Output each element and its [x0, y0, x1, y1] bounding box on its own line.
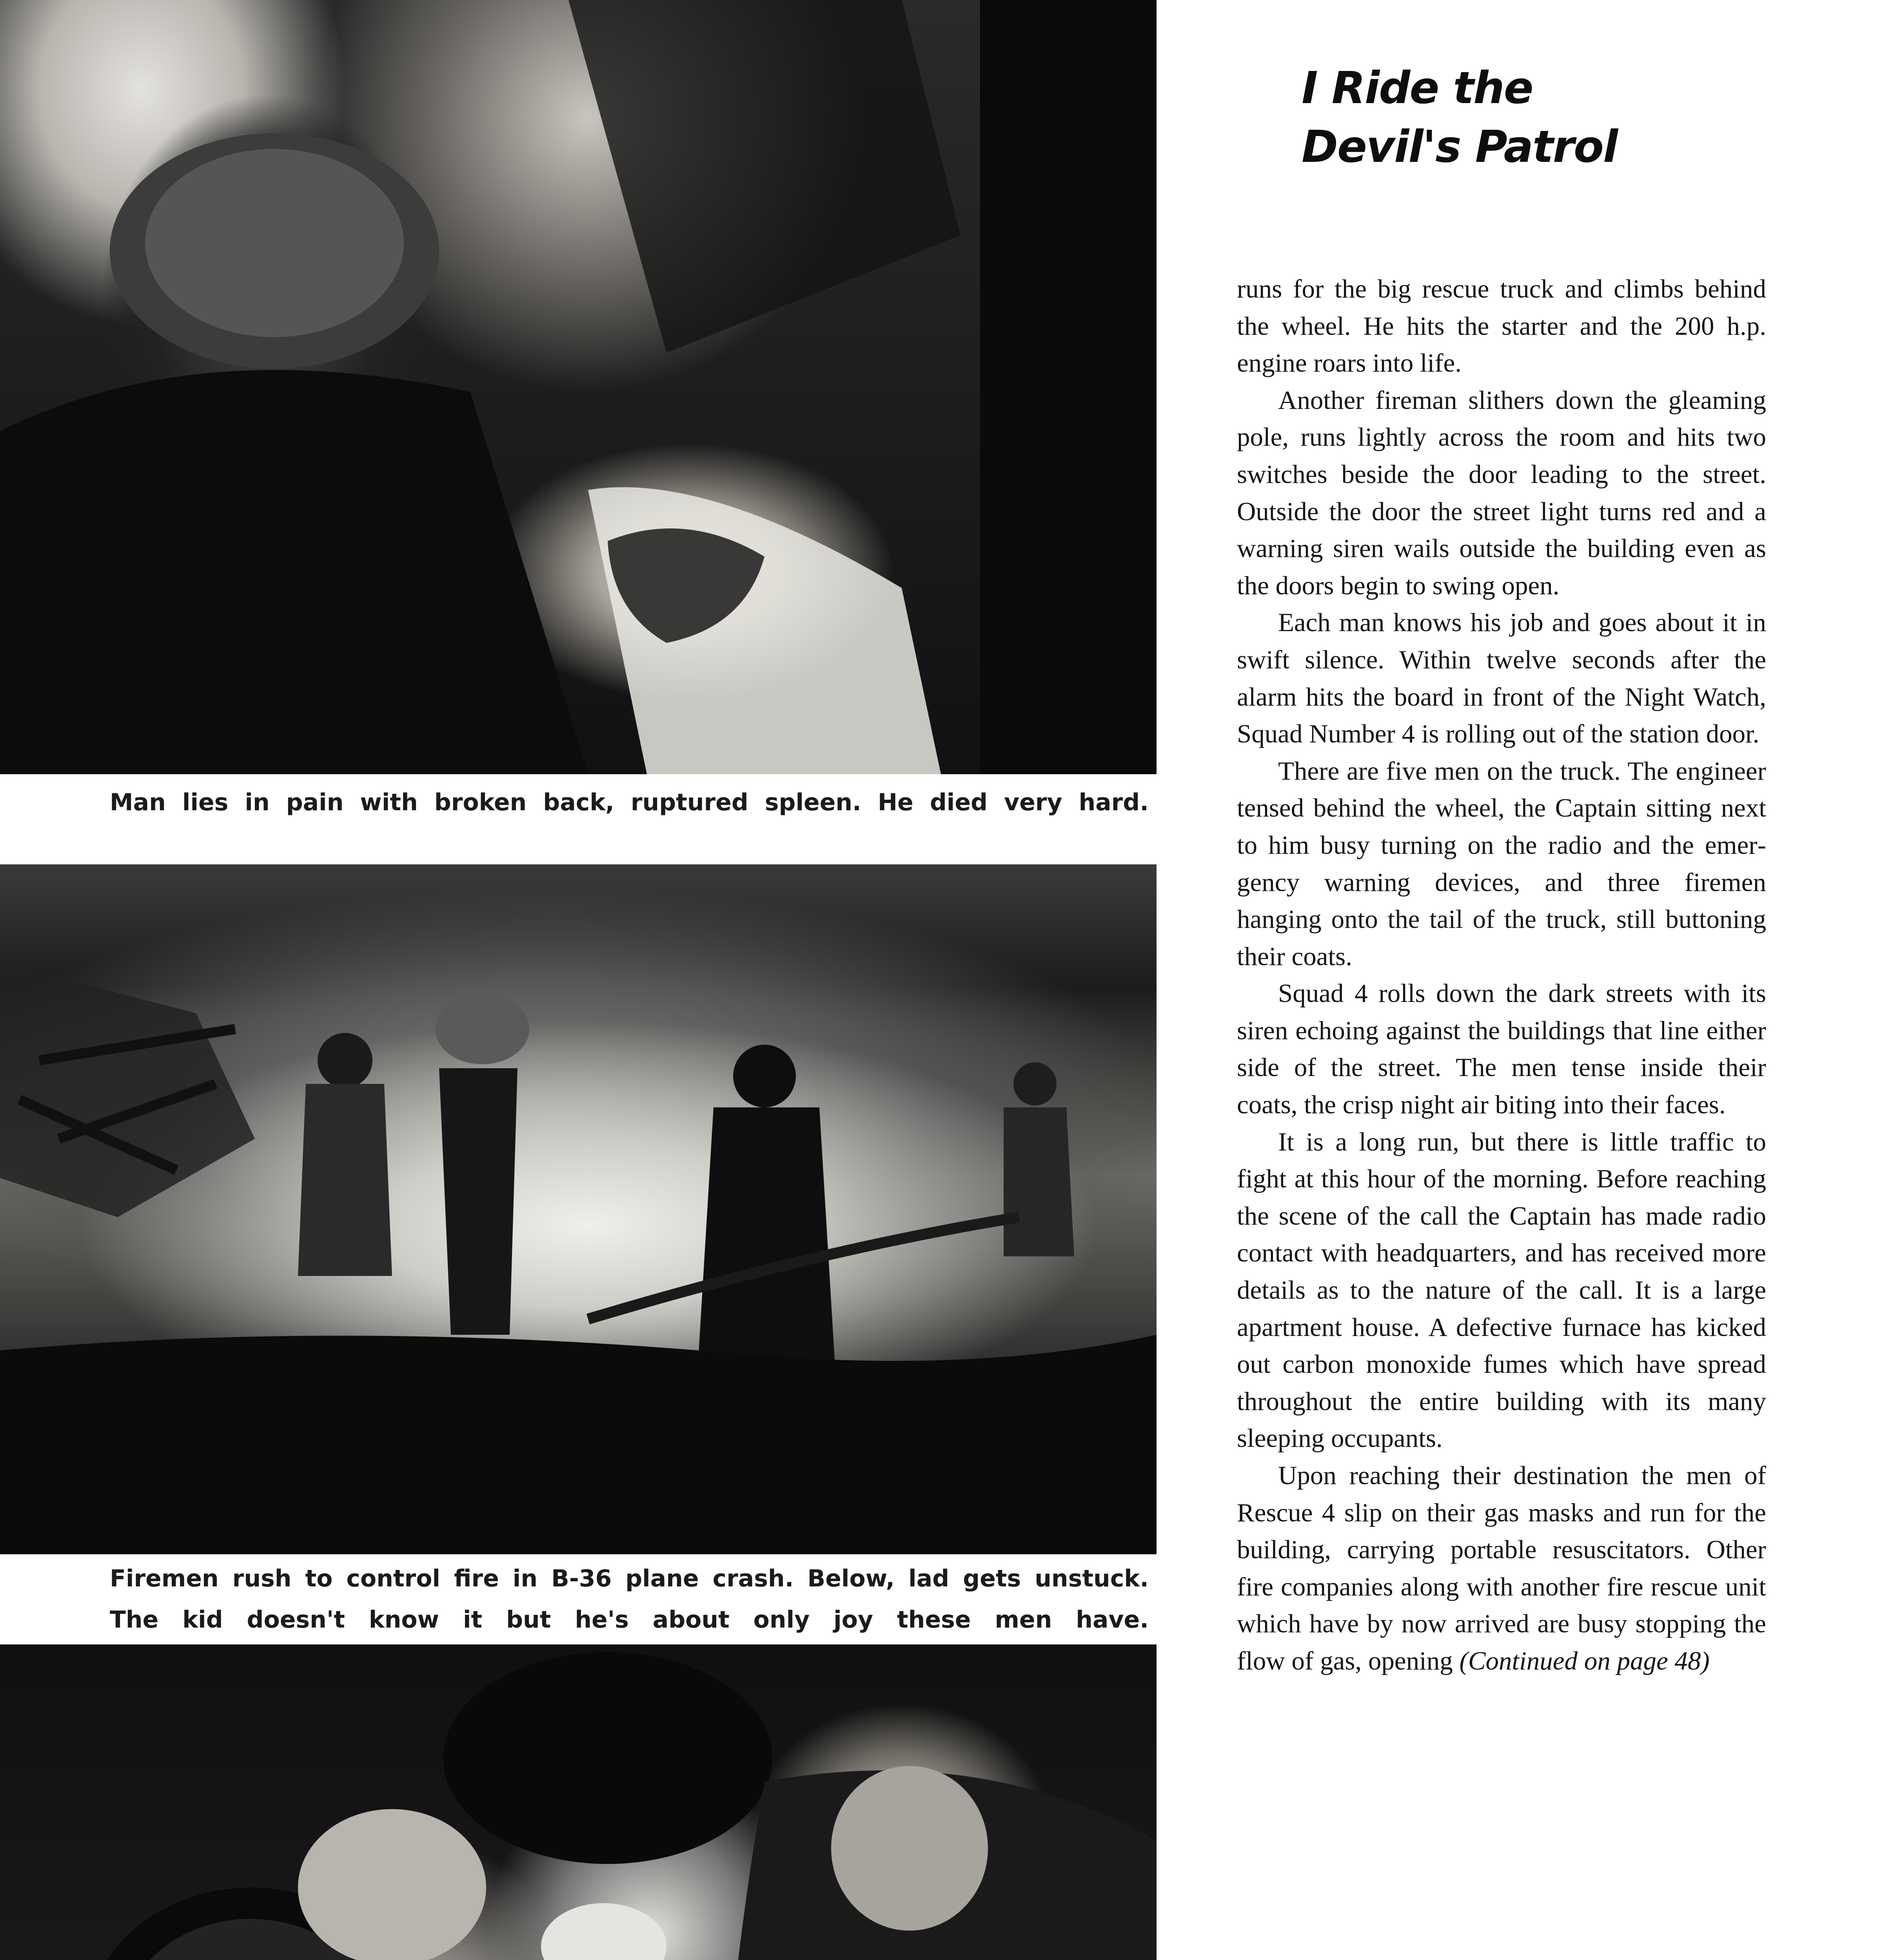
- caption-photo-2-line-1: Firemen rush to control fire in B-36 plane crash. Below, lad gets unstuck.: [110, 1565, 1149, 1592]
- article-paragraph-3: Each man knows his job and goes about it in swift silence. Within twelve seconds after the alarm hits the board in front of the Night Watch, Squad Number 4 is rolling out of the station door.: [1237, 608, 1766, 749]
- article-paragraph-7-text: Upon reaching their destination the men of Rescue 4 slip on their gas masks and run for the building, carrying portable resuscitators. Other fire companies along with another fire rescue unit which have by now arrived are busy stopping the flow of gas, opening: [1237, 1461, 1766, 1675]
- caption-photo-2-line-2: The kid doesn't know it but he's about only joy these men have.: [110, 1606, 1149, 1633]
- article-paragraph-5: Squad 4 rolls down the dark streets with its siren echoing against the buildings that line either side of the street. The men tense inside their coats, the crisp night air biting into their faces.: [1237, 979, 1766, 1120]
- caption-photo-1: Man lies in pain with broken back, ruptured spleen. He died very hard.: [110, 789, 1149, 816]
- caption-photo-2: [0, 1558, 1157, 1641]
- continued-on-page-link[interactable]: (Continued on page 48): [1459, 1646, 1710, 1675]
- photo-firemen-with-child: [0, 1644, 1157, 1960]
- photo-injured-man: [0, 0, 1157, 774]
- article-paragraph-1: runs for the big rescue truck and climbs behind the wheel. He hits the starter and the 200 h.p. engine roars into life.: [1237, 274, 1766, 378]
- article-title-line-1: I Ride the: [1302, 63, 1533, 114]
- photo-plane-crash-shapes: [0, 864, 1157, 1554]
- article-paragraph-4: There are five men on the truck. The engineer tensed behind the wheel, the Captain sitting next to him busy turning on the radio and the emergency warning devices, and three firemen hanging onto the tail of the truck, still buttoning their coats.: [1237, 756, 1766, 971]
- photo-injured-man-shapes: [0, 0, 1157, 774]
- article-paragraph-7: [1237, 1457, 1766, 1680]
- photo-plane-crash-fire: [0, 864, 1157, 1554]
- article-title-line-2: Devil's Patrol: [1302, 122, 1618, 172]
- article-paragraph-2: Another fireman slithers down the gleaming pole, runs lightly across the room and hits two switches beside the door leading to the street. Outside the door the street light turns red and a warning siren wails outside the building even as the doors begin to swing open.: [1237, 385, 1766, 600]
- photo-firemen-child-shapes: [0, 1644, 1157, 1960]
- article-body: [1237, 270, 1766, 1680]
- article-paragraph-6: It is a long run, but there is little traffic to fight at this hour of the morning. Before reaching the scene of the call the Captain has made radio contact with headquarters, and has received more details as to the nature of the call. It is a large apartment house. A defective furnace has kicked out carbon monoxide fumes which have spread throughout the entire building with its many sleeping occupants.: [1237, 1127, 1766, 1453]
- article-title: [1302, 59, 1831, 176]
